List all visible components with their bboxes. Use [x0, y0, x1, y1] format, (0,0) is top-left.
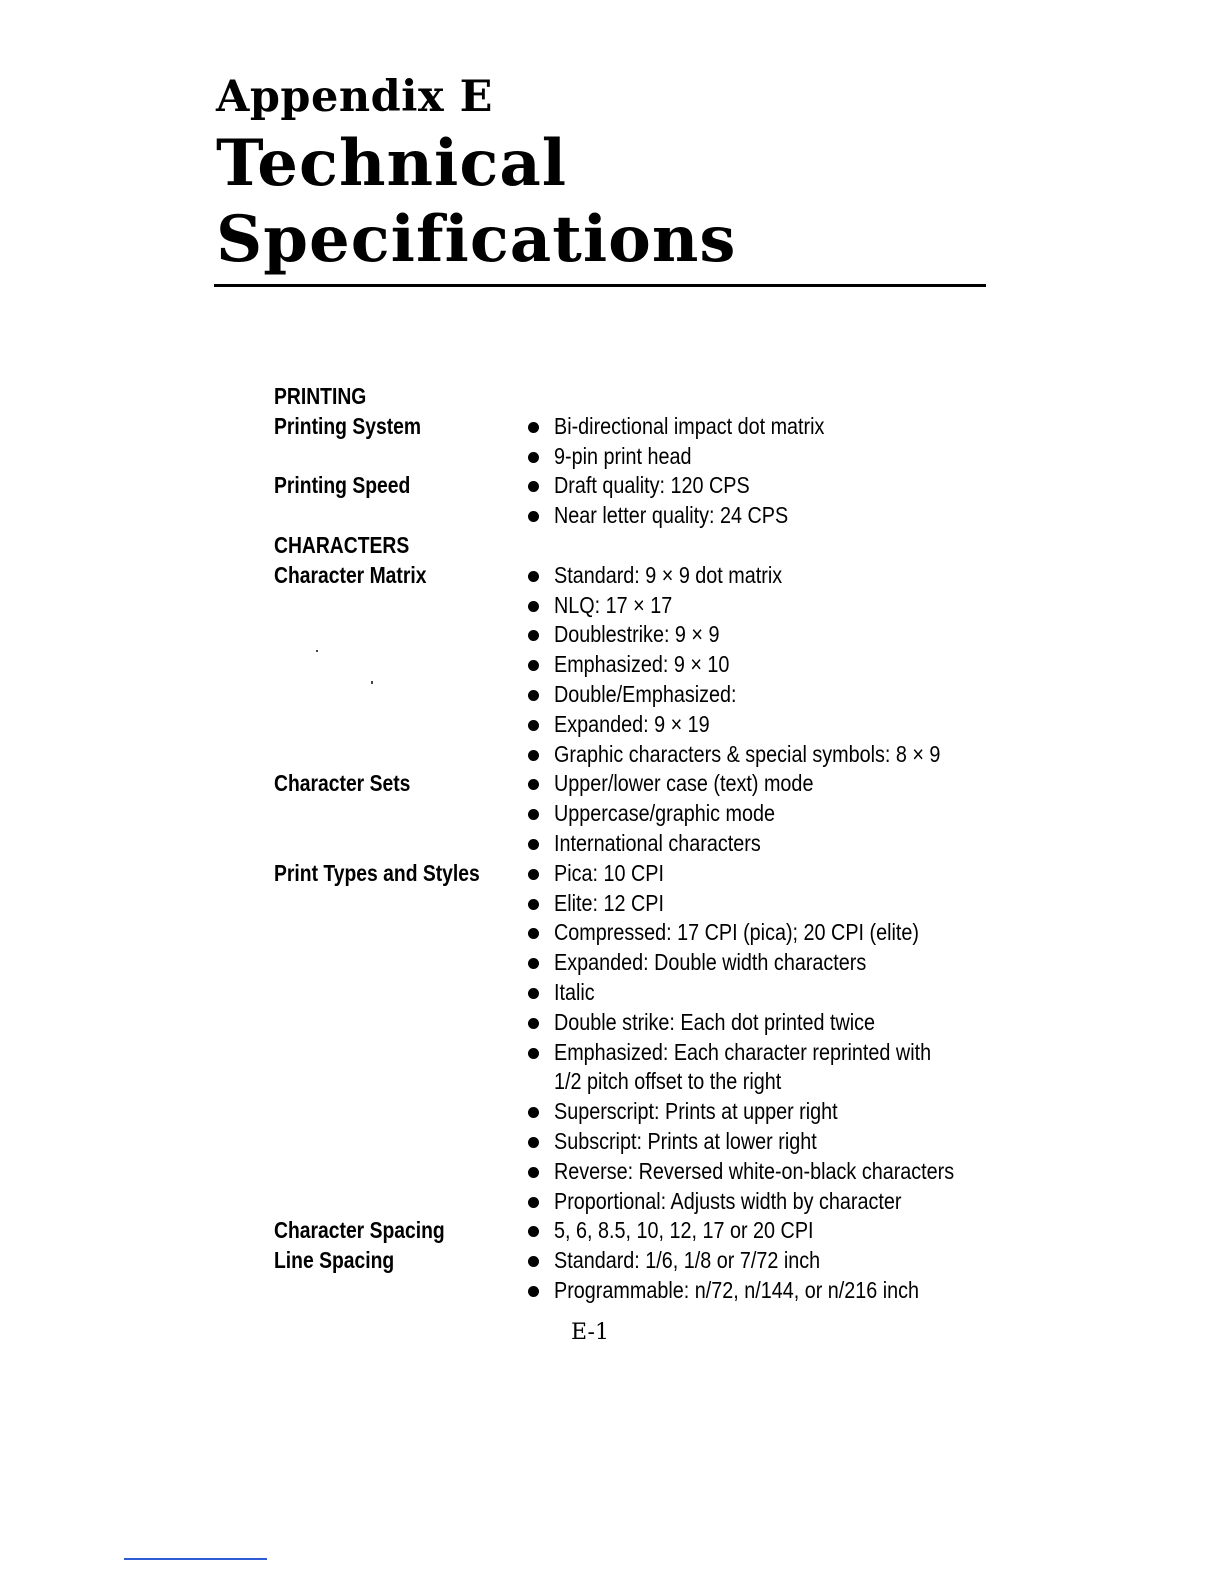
- spec-item-text: Graphic characters & special symbols: 8 × 9: [554, 740, 941, 767]
- bullet-icon: [528, 1286, 539, 1297]
- bullet-icon: [528, 1048, 539, 1059]
- spec-label: Character Matrix: [274, 561, 427, 588]
- spec-item-text: Reverse: Reversed white-on-black characters: [554, 1157, 955, 1184]
- spec-row: [274, 799, 1014, 829]
- spec-row: [274, 412, 1014, 442]
- bullet-icon: [528, 1197, 539, 1208]
- scan-speck: [371, 681, 373, 684]
- spec-row: [274, 978, 1014, 1008]
- spec-row: [274, 829, 1014, 859]
- spec-item-text: Expanded: Double width characters: [554, 949, 867, 976]
- spec-row: [274, 889, 1014, 919]
- spec-row: [274, 382, 1014, 412]
- spec-item-text: Standard: 1/6, 1/8 or 7/72 inch: [554, 1247, 821, 1274]
- spec-row: [274, 1008, 1014, 1038]
- spec-row: [274, 710, 1014, 740]
- spec-row: [274, 561, 1014, 591]
- bullet-icon: [528, 839, 539, 850]
- spec-item-text: Uppercase/graphic mode: [554, 800, 776, 827]
- spec-row: [274, 531, 1014, 561]
- spec-row: [274, 471, 1014, 501]
- bullet-icon: [528, 720, 539, 731]
- spec-item-text: Bi-directional impact dot matrix: [554, 412, 825, 439]
- spec-item-text: Emphasized: 9 × 10: [554, 651, 730, 678]
- spec-row: [274, 859, 1014, 889]
- spec-item-text: Pica: 10 CPI: [554, 859, 664, 886]
- spec-row: [274, 591, 1014, 621]
- bullet-icon: [528, 809, 539, 820]
- spec-row: [274, 501, 1014, 531]
- bullet-icon: [528, 571, 539, 582]
- spec-row: [274, 680, 1014, 710]
- bullet-icon: [528, 988, 539, 999]
- spec-row: [274, 1157, 1014, 1187]
- spec-label: Printing System: [274, 412, 422, 439]
- page-number: E-1: [571, 1320, 609, 1345]
- bullet-icon: [528, 481, 539, 492]
- bullet-icon: [528, 422, 539, 433]
- bullet-icon: [528, 779, 539, 790]
- spec-item-text: Compressed: 17 CPI (pica); 20 CPI (elite): [554, 919, 919, 946]
- spec-item-text: International characters: [554, 829, 761, 856]
- spec-label: Printing Speed: [274, 472, 411, 499]
- bullet-icon: [528, 958, 539, 969]
- spec-row: [274, 650, 1014, 680]
- spec-item-text: Doublestrike: 9 × 9: [554, 621, 720, 648]
- spec-row: [274, 1246, 1014, 1276]
- bullet-icon: [528, 1256, 539, 1267]
- spec-item-text: Double/Emphasized:: [554, 680, 737, 707]
- bullet-icon: [528, 1018, 539, 1029]
- bullet-icon: [528, 660, 539, 671]
- spec-row: [274, 442, 1014, 472]
- spec-item-text: Subscript: Prints at lower right: [554, 1127, 817, 1154]
- spec-row: [274, 1038, 1014, 1068]
- spec-item-text: Draft quality: 120 CPS: [554, 472, 750, 499]
- spec-item-text: Upper/lower case (text) mode: [554, 770, 814, 797]
- spec-item-text: 5, 6, 8.5, 10, 12, 17 or 20 CPI: [554, 1217, 814, 1244]
- bullet-icon: [528, 452, 539, 463]
- bullet-icon: [528, 869, 539, 880]
- spec-item-text: Double strike: Each dot printed twice: [554, 1008, 876, 1035]
- bullet-icon: [528, 630, 539, 641]
- bullet-icon: [528, 750, 539, 761]
- bullet-icon: [528, 1107, 539, 1118]
- bullet-icon: [528, 511, 539, 522]
- spec-label: Line Spacing: [274, 1247, 395, 1274]
- chapter-heading: [216, 68, 986, 278]
- spec-label: Print Types and Styles: [274, 859, 480, 886]
- spec-item-text: NLQ: 17 × 17: [554, 591, 673, 618]
- spec-row: [274, 1067, 1014, 1097]
- spec-item-text: Standard: 9 × 9 dot matrix: [554, 561, 783, 588]
- title-divider: [214, 284, 986, 287]
- appendix-label: Appendix E: [216, 72, 493, 122]
- spec-row: [274, 1097, 1014, 1127]
- spec-row: [274, 620, 1014, 650]
- spec-item-text: Programmable: n/72, n/144, or n/216 inch: [554, 1276, 920, 1303]
- spec-item-text: Expanded: 9 × 19: [554, 710, 710, 737]
- spec-item-text: Proportional: Adjusts width by character: [554, 1187, 902, 1214]
- spec-label: PRINTING: [274, 383, 367, 409]
- spec-item-text: Italic: [554, 978, 595, 1005]
- scan-speck: [316, 650, 318, 652]
- spec-label: Character Spacing: [274, 1217, 445, 1244]
- spec-item-text: Near letter quality: 24 CPS: [554, 502, 789, 529]
- spec-label: Character Sets: [274, 770, 411, 797]
- spec-row: [274, 740, 1014, 770]
- spec-item-text: Superscript: Prints at upper right: [554, 1098, 838, 1125]
- spec-row: [274, 1276, 1014, 1306]
- spec-row: [274, 1127, 1014, 1157]
- spec-row: [274, 948, 1014, 978]
- bullet-icon: [528, 601, 539, 612]
- spec-row: [274, 1187, 1014, 1217]
- footer-rule: [124, 1558, 267, 1560]
- spec-table: [274, 382, 1014, 1306]
- spec-row: [274, 918, 1014, 948]
- bullet-icon: [528, 899, 539, 910]
- spec-item-text: 1/2 pitch offset to the right: [554, 1068, 782, 1095]
- spec-label: CHARACTERS: [274, 531, 410, 558]
- bullet-icon: [528, 928, 539, 939]
- bullet-icon: [528, 1167, 539, 1178]
- title-line-2: Specifications: [216, 202, 737, 277]
- bullet-icon: [528, 1226, 539, 1237]
- spec-item-text: 9-pin print head: [554, 442, 692, 469]
- title-line-1: Technical: [216, 126, 568, 201]
- bullet-icon: [528, 690, 539, 701]
- spec-item-text: Emphasized: Each character reprinted with: [554, 1038, 932, 1065]
- spec-row: [274, 1216, 1014, 1246]
- spec-row: [274, 769, 1014, 799]
- bullet-icon: [528, 1137, 539, 1148]
- spec-item-text: Elite: 12 CPI: [554, 889, 664, 916]
